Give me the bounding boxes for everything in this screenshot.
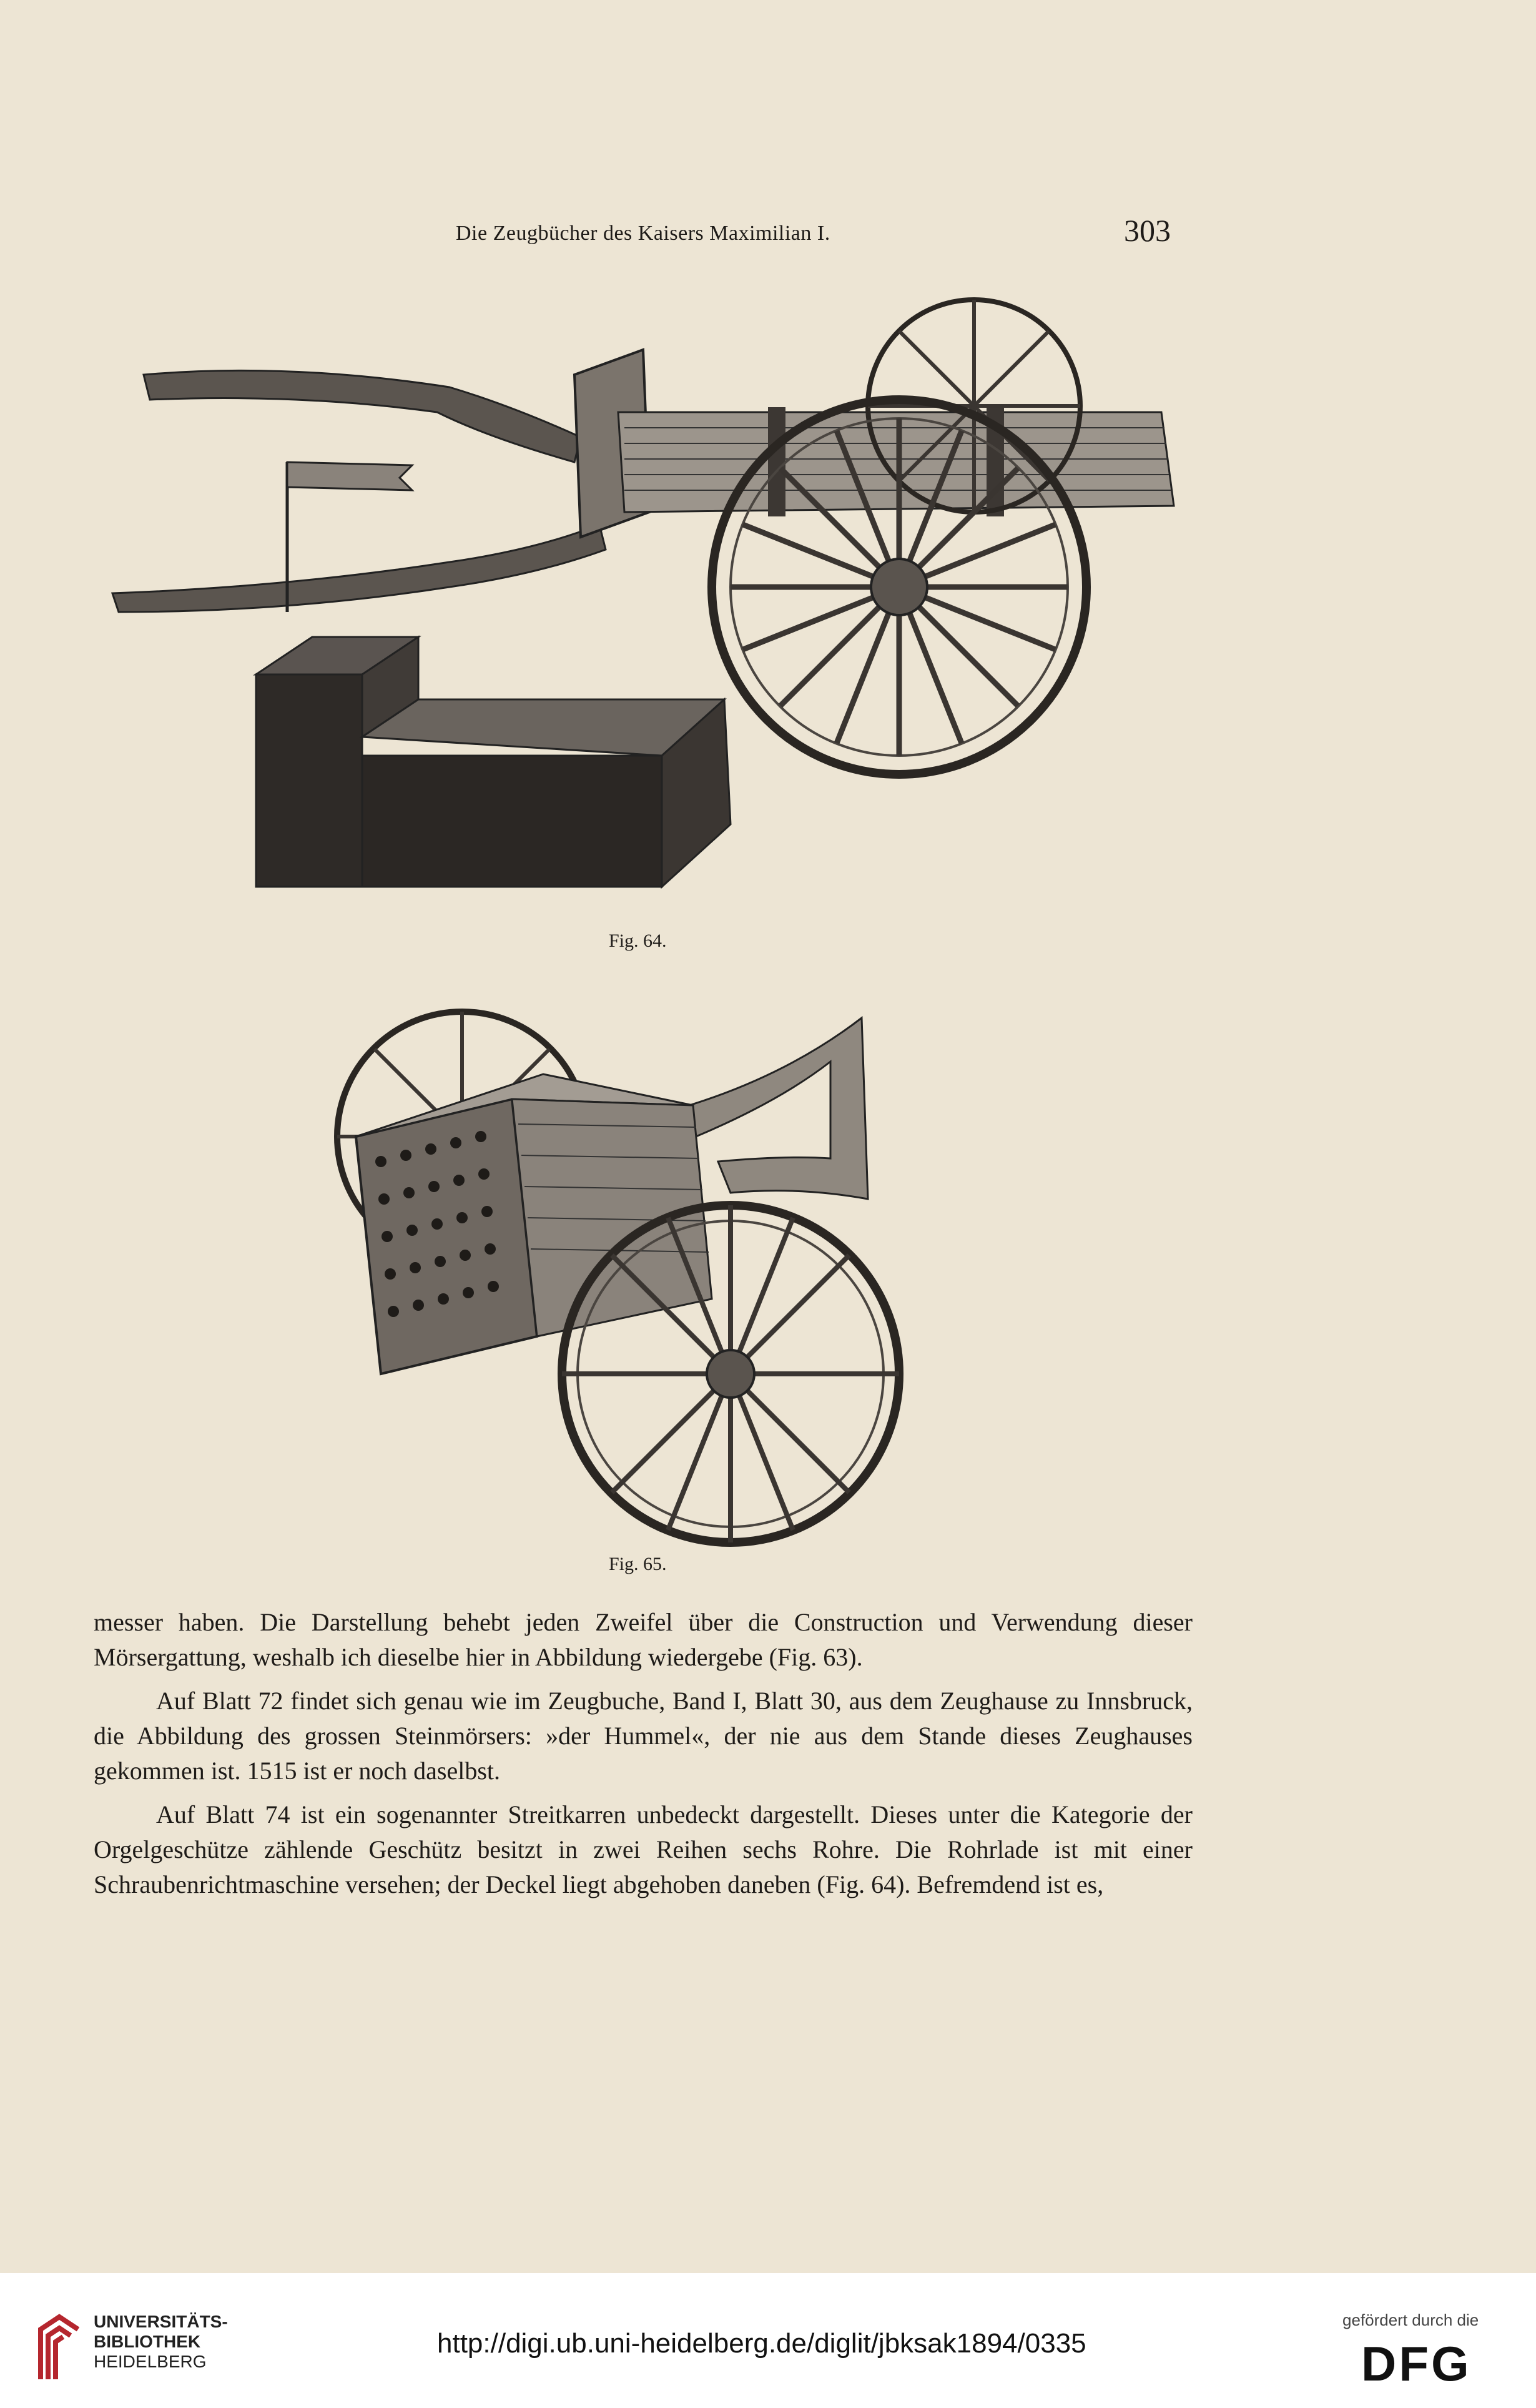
page-number: 303 xyxy=(1124,213,1171,248)
library-line-2: BIBLIOTHEK xyxy=(94,2332,201,2351)
library-line-3: HEIDELBERG xyxy=(94,2352,207,2371)
paragraph-1: messer haben. Die Darstellung behebt jeden Zweifel über die Construction und Verwendung dieser Mörsergattung, weshalb ich dieselbe hier in Abbildung wiedergebe (Fig. 63). xyxy=(94,1608,1193,1671)
university-library-name xyxy=(94,2312,228,2372)
paragraph-2: Auf Blatt 72 findet sich genau wie im Zeugbuche, Band I, Blatt 30, aus dem Zeughause zu Innsbruck, die Abbildung des grossen Steinmörsers: »der Hummel«, der nie aus dem Stande dieses Zeughauses gekommen ist. 1515 ist er noch daselbst. xyxy=(94,1687,1193,1785)
figure-64-illustration xyxy=(100,262,1199,924)
dfg-logo[interactable]: DFG xyxy=(1361,2336,1472,2391)
figure-64-caption: Fig. 64. xyxy=(609,930,667,951)
figure-65-illustration xyxy=(281,999,943,1549)
university-library-logo[interactable] xyxy=(34,2311,84,2386)
paragraph-3: Auf Blatt 74 ist ein sogenannter Streitkarren unbedeckt dargestellt. Dieses unter die Kategorie der Orgelgeschütze zählende Geschütz besitzt in zwei Reihen sechs Rohre. Die Rohrlade ist mit einer Schraubenrichtmaschine versehen; der Deckel liegt abgehoben daneben (Fig. 64). Befremdend ist es, xyxy=(94,1800,1193,1898)
running-title: Die Zeugbücher des Kaisers Maximilian I. xyxy=(456,222,830,245)
figure-65-caption: Fig. 65. xyxy=(609,1554,667,1574)
library-line-1: UNIVERSITÄTS- xyxy=(94,2312,228,2331)
body-text xyxy=(94,1605,1193,1911)
funded-by-text: gefördert durch die xyxy=(1342,2311,1479,2329)
source-url-link[interactable]: http://digi.ub.uni-heidelberg.de/diglit/jbksak1894/0335 xyxy=(437,2328,1086,2359)
digitization-footer xyxy=(0,2273,1536,2408)
